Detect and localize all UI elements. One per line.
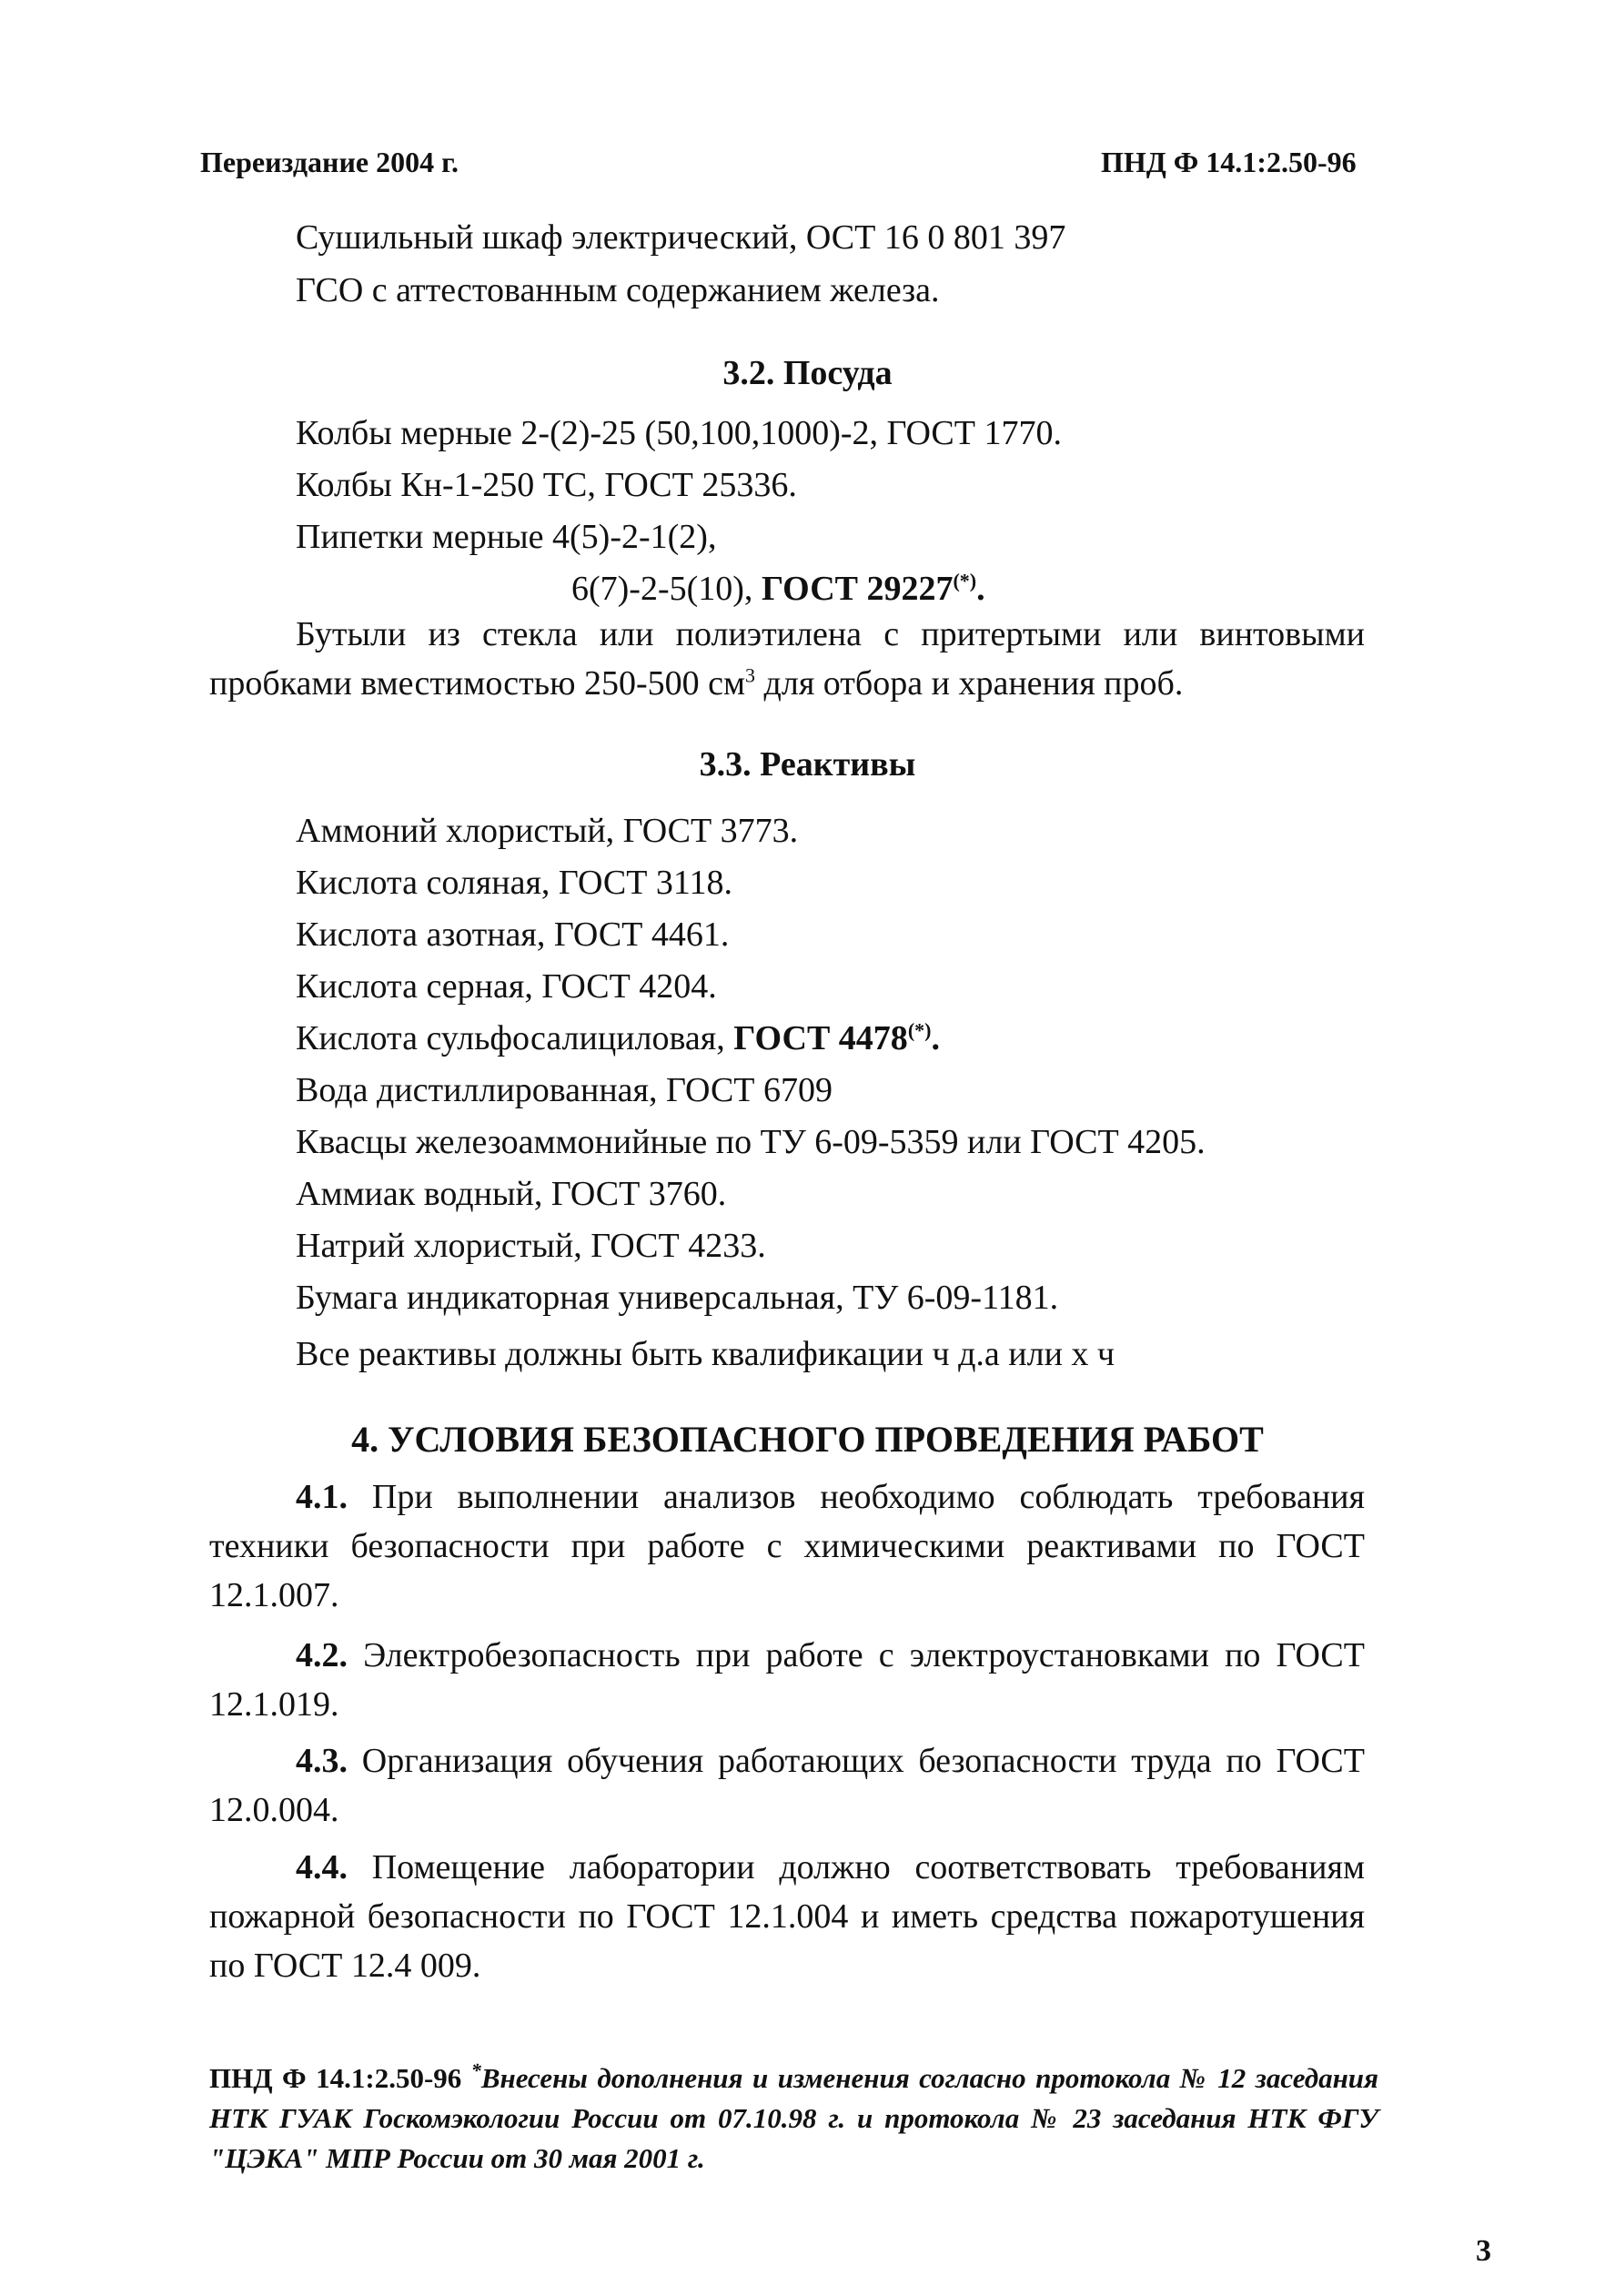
paragraph-number: 4.1. (296, 1478, 348, 1516)
paragraph-number: 4.2. (296, 1636, 348, 1674)
reagent-item: Квасцы железоаммонийные по ТУ 6-09-5359 или ГОСТ 4205. (296, 1123, 1206, 1161)
reagent-item: Аммиак водный, ГОСТ 3760. (296, 1175, 727, 1213)
footnote-asterisk: * (470, 2058, 481, 2082)
paragraph-text: Помещение лаборатории должно соответствовать требованиям пожарной безопасности по ГОСТ 12.1.004 и иметь средства пожаротушения по ГОСТ 12.4 009. (209, 1848, 1365, 1985)
reagent-item: Кислота азотная, ГОСТ 4461. (296, 915, 730, 954)
reagent-item: Натрий хлористый, ГОСТ 4233. (296, 1227, 766, 1265)
paragraph-4-2 (209, 1631, 1365, 1729)
reagent-item: Кислота соляная, ГОСТ 3118. (296, 864, 733, 902)
sulfo-text: Кислота сульфосалициловая, (296, 1019, 734, 1057)
paragraph-4-3 (209, 1736, 1365, 1835)
paragraph-number: 4.3. (296, 1742, 348, 1780)
pipette-gost: ГОСТ 29227 (761, 570, 954, 608)
reagent-item: Вода дистиллированная, ГОСТ 6709 (296, 1071, 833, 1109)
bottles-superscript: 3 (745, 663, 756, 687)
reagent-item: Бумага индикаторная универсальная, ТУ 6-09-1181. (296, 1279, 1059, 1317)
page-number: 3 (1476, 2234, 1491, 2268)
footnote-doc-code: ПНД Ф 14.1:2.50-96 (209, 2062, 471, 2094)
section-3-3-title: 3.3. Реактивы (699, 745, 916, 784)
section-4-title: 4. УСЛОВИЯ БЕЗОПАСНОГО ПРОВЕДЕНИЯ РАБОТ (351, 1419, 1264, 1460)
header-reissue: Переиздание 2004 г. (200, 146, 459, 178)
section-3-2-title: 3.2. Посуда (722, 354, 893, 392)
sulfo-gost: ГОСТ 4478 (733, 1019, 908, 1057)
glassware-item: Пипетки мерные 4(5)-2-1(2), (296, 518, 717, 556)
reagent-item-sulfosalicylic: Кислота сульфосалициловая, ГОСТ 4478(*). (296, 1018, 940, 1057)
paragraph-text: При выполнении анализов необходимо соблюдать требования техники безопасности при работе с химическими реактивами по ГОСТ 12.1.007. (209, 1478, 1365, 1614)
paragraph-4-1 (209, 1472, 1365, 1620)
bottles-paragraph (209, 610, 1365, 708)
paragraph-4-4 (209, 1843, 1365, 1990)
footnote-text: Внесены дополнения и изменения согласно протокола № 12 заседания НТК ГУАК Госкомэкологии России от 07.10.98 г. и протокола № 23 заседания НТК ФГУ "ЦЭКА" МПР России от 30 мая 2001 г. (209, 2062, 1379, 2174)
equipment-item: ГСО с аттестованным содержанием железа. (296, 271, 940, 309)
bottles-tail: для отбора и хранения проб. (755, 664, 1184, 703)
reagent-qualification-note: Все реактивы должны быть квалификации ч д.а или х ч (296, 1335, 1115, 1373)
glassware-item: Колбы Кн-1-250 ТС, ГОСТ 25336. (296, 466, 797, 504)
reagent-item: Аммоний хлористый, ГОСТ 3773. (296, 812, 799, 850)
glassware-item: Колбы мерные 2-(2)-25 (50,100,1000)-2, ГОСТ 1770. (296, 414, 1062, 452)
footnote-mark: (*) (907, 1018, 932, 1042)
bottles-text: Бутыли из стекла или полиэтилена с притертыми или винтовыми пробками вместимостью 250-500 см (209, 615, 1365, 703)
equipment-item: Сушильный шкаф электрический, ОСТ 16 0 801 397 (296, 218, 1066, 257)
footnote-mark: (*) (953, 569, 977, 592)
paragraph-text: Электробезопасность при работе с электроустановками по ГОСТ 12.1.019. (209, 1636, 1365, 1724)
footnote (209, 2058, 1378, 2179)
glassware-pipette-continuation: 6(7)-2-5(10), ГОСТ 29227(*). (571, 569, 985, 608)
reagent-item: Кислота серная, ГОСТ 4204. (296, 967, 717, 1006)
pipette-spec: 6(7)-2-5(10), (571, 570, 762, 608)
header-doc-code: ПНД Ф 14.1:2.50-96 (1101, 146, 1357, 178)
paragraph-text: Организация обучения работающих безопасности труда по ГОСТ 12.0.004. (209, 1742, 1365, 1829)
paragraph-number: 4.4. (296, 1848, 348, 1886)
